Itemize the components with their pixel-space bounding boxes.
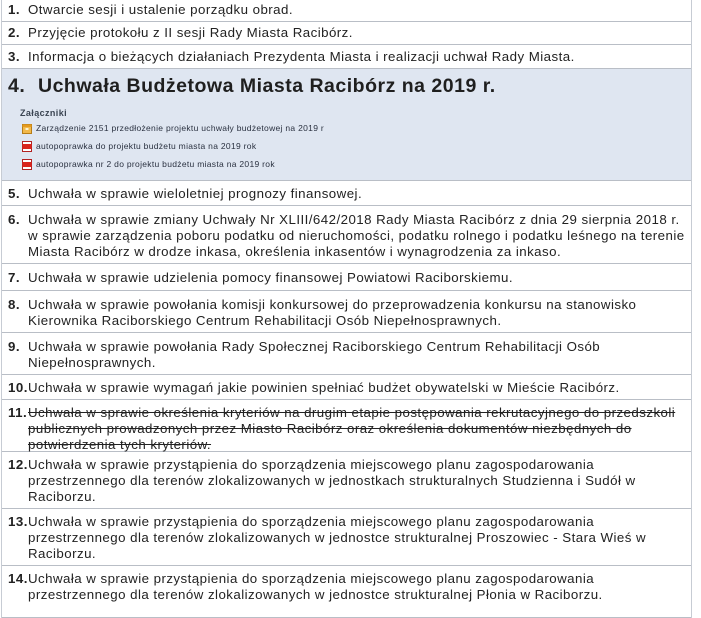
attachment-link[interactable] bbox=[22, 140, 685, 152]
agenda-item bbox=[2, 375, 691, 400]
agenda-item bbox=[2, 509, 691, 566]
agenda-item-text: Uchwała Budżetowa Miasta Racibórz na 2019 r. bbox=[38, 75, 496, 97]
agenda-item-text: Uchwała w sprawie udzielenia pomocy finansowej Powiatowi Raciborskiemu. bbox=[28, 270, 513, 285]
session-agenda bbox=[1, 0, 692, 618]
agenda-item-number: 7. bbox=[8, 270, 20, 285]
agenda-item-number: 4. bbox=[8, 75, 26, 97]
agenda-item-text: Uchwała w sprawie przystąpienia do sporządzenia miejscowego planu zagospodarowania przestrzennego dla terenów zlokalizowanych w jednostkach strukturalnych Studzienna i Sudół w Raciborzu. bbox=[28, 457, 636, 504]
attachments-heading: Załączniki bbox=[20, 108, 68, 118]
agenda-item-number: 10. bbox=[8, 380, 28, 395]
agenda-item bbox=[2, 291, 691, 333]
agenda-item-text: Uchwała w sprawie powołania Rady Społecznej Raciborskiego Centrum Rehabilitacji Osób Niepełnosprawnych. bbox=[28, 339, 601, 370]
attachment-label[interactable]: autopoprawka do projektu budżetu miasta na 2019 rok bbox=[36, 141, 257, 151]
agenda-item bbox=[2, 181, 691, 206]
agenda-item-number: 1. bbox=[8, 2, 20, 17]
agenda-item-number: 9. bbox=[8, 339, 20, 354]
agenda-item bbox=[2, 566, 691, 618]
agenda-item-text: Informacja o bieżących działaniach Prezydenta Miasta i realizacji uchwał Rady Miasta. bbox=[28, 49, 575, 64]
agenda-item-highlighted bbox=[2, 69, 691, 181]
agenda-item-number: 13. bbox=[8, 514, 28, 529]
agenda-item bbox=[2, 0, 691, 22]
agenda-item bbox=[2, 45, 691, 69]
agenda-item-text: Otwarcie sesji i ustalenie porządku obrad. bbox=[28, 2, 294, 17]
agenda-item-number: 11. bbox=[8, 405, 28, 420]
agenda-item-number: 14. bbox=[8, 571, 28, 586]
agenda-item-text: Przyjęcie protokołu z II sesji Rady Miasta Racibórz. bbox=[28, 25, 353, 40]
attachment-link[interactable] bbox=[22, 158, 685, 170]
archive-file-icon bbox=[22, 123, 32, 134]
agenda-item bbox=[2, 452, 691, 509]
agenda-item-text: Uchwała w sprawie przystąpienia do sporządzenia miejscowego planu zagospodarowania przestrzennego dla terenów zlokalizowanych w jednostce strukturalnej Płonia w Raciborzu. bbox=[28, 571, 603, 602]
agenda-item bbox=[2, 22, 691, 45]
agenda-item-number: 5. bbox=[8, 186, 20, 201]
agenda-item-text: Uchwała w sprawie zmiany Uchwały Nr XLIII/642/2018 Rady Miasta Racibórz z dnia 29 sierpnia 2018 r. w sprawie zarządzenia poboru podatku od nieruchomości, podatku rolnego i podatku leśnego na terenie Miasta Racibórz w drodze inkasa, określenia inkasentów i wynagrodzenia za inkaso. bbox=[28, 212, 685, 259]
attachment-label[interactable]: autopoprawka nr 2 do projektu budżetu miasta na 2019 rok bbox=[36, 159, 275, 169]
agenda-item-number: 3. bbox=[8, 49, 20, 64]
agenda-item-withdrawn bbox=[2, 400, 691, 452]
pdf-file-icon bbox=[22, 159, 32, 170]
agenda-item-number: 6. bbox=[8, 212, 20, 227]
agenda-item-text: Uchwała w sprawie wymagań jakie powinien spełniać budżet obywatelski w Mieście Racibórz. bbox=[28, 380, 620, 395]
agenda-item bbox=[2, 206, 691, 264]
agenda-item-text: Uchwała w sprawie wieloletniej prognozy finansowej. bbox=[28, 186, 363, 201]
agenda-item bbox=[2, 333, 691, 375]
attachment-label[interactable]: Zarządzenie 2151 przedłożenie projektu uchwały budżetowej na 2019 r bbox=[36, 123, 325, 133]
agenda-item-number: 12. bbox=[8, 457, 28, 472]
agenda-item bbox=[2, 264, 691, 291]
agenda-item-text: Uchwała w sprawie przystąpienia do sporządzenia miejscowego planu zagospodarowania przestrzennego dla terenów zlokalizowanych w jednostce strukturalnej Proszowiec - Stara Wieś w Raciborzu. bbox=[28, 514, 647, 561]
agenda-item-number: 2. bbox=[8, 25, 20, 40]
agenda-item-number: 8. bbox=[8, 297, 20, 312]
highlighted-item-title bbox=[8, 73, 685, 99]
attachment-link[interactable] bbox=[22, 122, 685, 134]
agenda-item-text: Uchwała w sprawie powołania komisji konkursowej do przeprowadzenia konkursu na stanowisko Kierownika Raciborskiego Centrum Rehabilitacji Osób Niepełnosprawnych. bbox=[28, 297, 637, 328]
agenda-item-text: Uchwała w sprawie określenia kryteriów na drugim etapie postępowania rekrutacyjnego do przedszkoli publicznych prowadzonych przez Miasto Racibórz oraz określenia dokumentów niezbędnych do potwierdzenia tych kryteriów. bbox=[28, 405, 676, 452]
pdf-file-icon bbox=[22, 141, 32, 152]
